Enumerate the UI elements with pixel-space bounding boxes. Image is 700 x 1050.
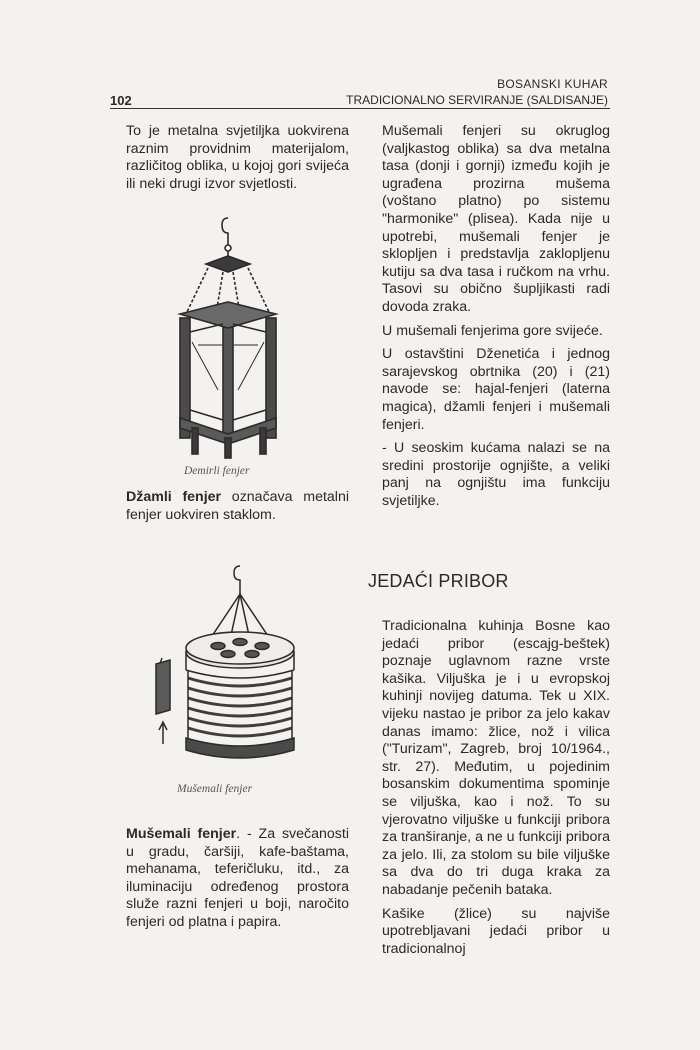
right-paragraph-1: Mušemali fenjeri su okruglog (valjkastog oblika) sa dva metalna tasa (donji i gornji) između kojih je ugrađena prozirna mušema (voštano platno) po sistemu "harmonike" (plisea). Kada nije u upotrebi, mušemali fenjer je sklopljen i predstavlja zaklopljenu kutiju sa dva tasa i ručkom na vrhu. Tasovi su obično šupljikasti radi dovoda zraka. — [382, 123, 610, 315]
right-paragraph-6: Kašike (žlice) su najviše upotrebljavani jedaći pribor u tradicionalnoj — [382, 905, 610, 957]
demirli-fenjer-illustration — [168, 210, 288, 460]
right-paragraph-2: U mušemali fenjerima gore svijeće. — [382, 322, 603, 339]
left-paragraph-3: Mušemali fenjer. - Za svečanosti u gradu, čaršiji, kafe-baštama, mehanama, teferičluku, itd., za iluminaciju određenog prostora služe razni fenjeri u boji, naročito fenjeri od platna i papira. — [126, 826, 349, 930]
left-paragraph-2: Džamli fenjer označava metalni fenjer uokviren staklom. — [126, 489, 349, 523]
figure-caption-musemali-fenjer: Mušemali fenjer — [177, 783, 253, 795]
left-paragraph-1: To je metalna svjetiljka uokvirena raznim providnim materijalom, različitog oblika, u kojoj gori svijeća ili neki drugi izvor svjetlosti. — [126, 123, 349, 192]
right-column-lower — [368, 618, 610, 964]
musemali-fenjer-illustration — [148, 562, 308, 777]
page-number: 102 — [110, 93, 132, 108]
section-heading-jedaci-pribor: JEDAĆI PRIBOR — [368, 571, 509, 591]
right-paragraph-5: Tradicionalna kuhinja Bosne kao jedaći pribor (escajg-beštek) poznaje uglavnom razne vrste kašika. Viljuška je i u evropskoj kuhinji novijeg datuma. Tek u XIX. vijeku nastao je pribor za jelo kakav danas imamo: žlice, nož i vilica ("Turizam", Zagreb, broj 10/1964., str. 27). Međutim, u pojedinim bosanskim dokumentima spominje se viljuška, kao i nož. To su vjerovatno viljuške u funkciji pribora za tranširanje, a ne u funkciji pribora za jelo. Ili, za stolom su bile viljuške sa dva do tri duga kraka za nabadanje pečenih bataka. — [382, 618, 610, 898]
right-paragraph-4: - U seoskim kućama nalazi se na sredini prostorije ognjište, a veliki panj na ognjištu ima funkciju svjetiljke. — [382, 440, 610, 509]
right-column-upper — [368, 123, 610, 516]
figure-caption-demirli-fenjer: Demirli fenjer — [184, 465, 250, 477]
running-header-book-title: BOSANSKI KUHAR — [497, 77, 608, 91]
header-rule — [110, 108, 610, 109]
term-musemali-fenjer: Mušemali fenjer — [126, 826, 237, 842]
running-header-section-title: TRADICIONALNO SERVIRANJE (SALDISANJE) — [346, 93, 608, 107]
term-dzamli-fenjer: Džamli fenjer — [126, 489, 222, 505]
right-paragraph-3: U ostavštini Dženetića i jednog sarajevskog obrtnika (20) i (21) navode se: hajal-fenjeri (laterna magica), džamli fenjeri i mušemali fenjeri. — [382, 346, 610, 433]
